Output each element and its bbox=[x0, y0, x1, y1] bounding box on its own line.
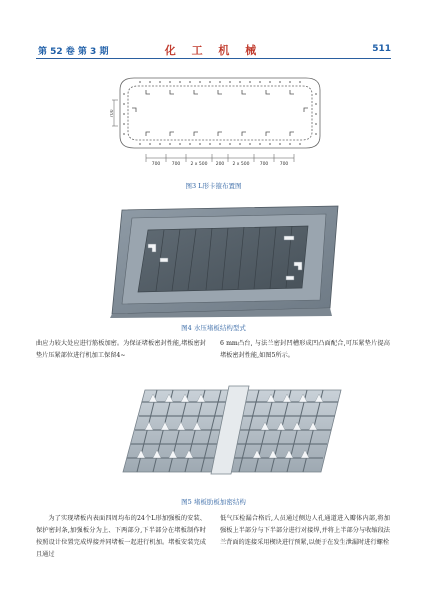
figure-5-render bbox=[115, 382, 351, 478]
figure-4-render bbox=[108, 196, 344, 318]
header-rule bbox=[36, 58, 391, 59]
text-column-right-2 bbox=[220, 513, 390, 549]
page-header bbox=[0, 0, 427, 70]
figure-3-dim-1: 700 bbox=[151, 162, 161, 167]
figure-3-dim-6: 700 bbox=[259, 162, 269, 167]
figure-3-dim-5: 2 x 500 bbox=[232, 162, 250, 167]
volume-issue: 第 52 卷 第 3 期 bbox=[38, 47, 109, 57]
figure-3-dim-3: 2 x 500 bbox=[190, 162, 208, 167]
journal-title: 化 工 机 械 bbox=[164, 44, 263, 57]
text-column-left-2 bbox=[36, 513, 206, 561]
figure-3-dim-7: 700 bbox=[279, 162, 289, 167]
page-number: 511 bbox=[372, 44, 391, 54]
text-column-right-1 bbox=[220, 338, 390, 362]
paragraph-2-left: 为了实现堵板内表面四周均布的24个L形加强板的安装、保护密封条,加强板分为上、下两部分,下半部分在堵板制作时按照设计位置完成焊接并同堵板一起进行机加。堵板安装完成且通过 bbox=[36, 515, 206, 558]
figure-3-dim-4: 200 bbox=[215, 162, 225, 167]
figure-4-caption: 图4 水压堵板结构型式 bbox=[181, 324, 246, 332]
paragraph-2-right: 低气压检漏合格后,人员通过侧边人孔通道进入瓣体内部,将加强板上半部分与下半部分进行对接焊,并将上半部分与收缩段法兰背面的连接采用楔块进行预紧,以便于在发生泄漏时进行螺栓 bbox=[220, 515, 390, 546]
figure-5-caption: 图5 堵板肋板加密结构 bbox=[181, 498, 246, 506]
figure-3-dim-2: 700 bbox=[171, 162, 181, 167]
figure-3-caption: 图3 L形卡箍布置图 bbox=[185, 182, 242, 190]
figure-3-drawing bbox=[110, 70, 330, 175]
paragraph-1-left: 曲应力较大处应进行筋板加密。为保证堵板密封性能,堵板密封垫片压紧部位进行机加工保留4~ bbox=[36, 340, 206, 359]
figure-3-dim-left: 700 bbox=[110, 109, 115, 118]
paragraph-1-right: 6 mm凸台, 与法兰密封凹槽形成凹凸面配合,可压紧垫片提高堵板密封性能,如图5所示。 bbox=[220, 340, 390, 359]
text-column-left-1 bbox=[36, 338, 206, 362]
